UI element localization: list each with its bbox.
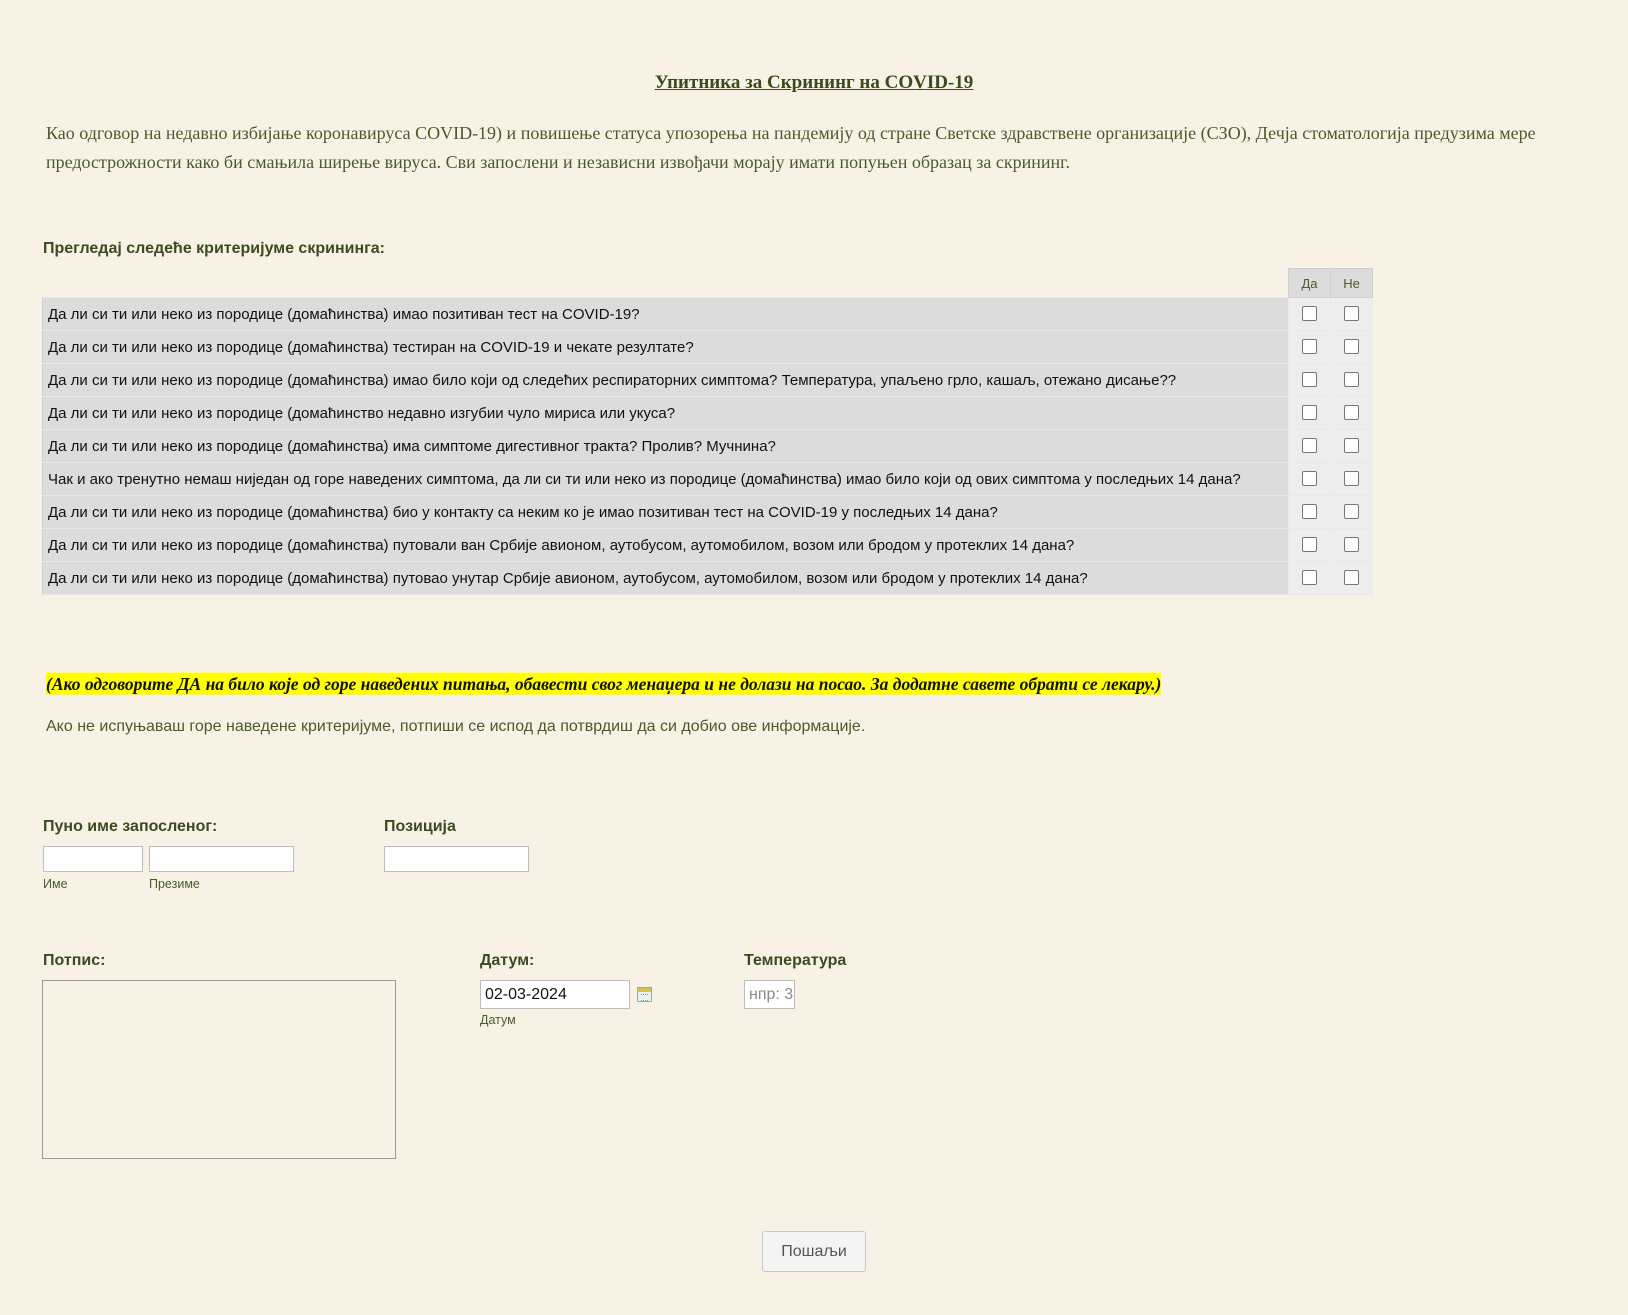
form-title: Упитника за Скрининг на COVID-19 <box>654 72 974 93</box>
question-row <box>43 364 1373 397</box>
last-name-sublabel: Презиме <box>149 877 200 891</box>
no-checkbox[interactable] <box>1344 339 1359 354</box>
yes-checkbox[interactable] <box>1302 339 1317 354</box>
date-input[interactable]: 02-03-2024 <box>480 980 630 1009</box>
position-label: Позиција <box>384 818 456 835</box>
question-row <box>43 529 1373 562</box>
yes-checkbox[interactable] <box>1302 471 1317 486</box>
question-text: Да ли си ти или неко из породице (домаћинства) тестиран на COVID-19 и чекате резултате? <box>43 331 1289 364</box>
question-row <box>43 397 1373 430</box>
no-checkbox[interactable] <box>1344 471 1359 486</box>
yes-checkbox[interactable] <box>1302 570 1317 585</box>
question-row <box>43 562 1373 595</box>
first-name-sublabel: Име <box>43 877 68 891</box>
column-no: Не <box>1331 269 1373 298</box>
date-label: Датум: <box>480 952 535 969</box>
yes-checkbox[interactable] <box>1302 405 1317 420</box>
question-row <box>43 463 1373 496</box>
no-checkbox[interactable] <box>1344 504 1359 519</box>
date-sublabel: Датум <box>480 1013 516 1027</box>
question-text: Да ли си ти или неко из породице (домаћинства) био у контакту са неким ко је имао позитиван тест на COVID-19 у последњих 14 дана? <box>43 496 1289 529</box>
question-text: Чак и ако тренутно немаш ниједан од горе наведених симптома, да ли си ти или неко из породице (домаћинства) имао било који од ових симптома у последњих 14 дана? <box>43 463 1289 496</box>
question-text: Да ли си ти или неко из породице (домаћинство недавно изгубии чуло мириса или укуса? <box>43 397 1289 430</box>
warning-notice: (Ако одговорите ДА на било које од горе наведених питања, обавести свог менаџера и не долази на посао. За додатне савете обрати се лекару.) <box>46 674 1162 694</box>
temperature-input[interactable]: нпр: 3 <box>744 980 795 1009</box>
question-row <box>43 430 1373 463</box>
submit-button[interactable]: Пошаљи <box>762 1231 866 1272</box>
question-row <box>43 331 1373 364</box>
screening-section-label: Прегледај следеће критеријуме скрининга: <box>43 240 385 257</box>
signature-label: Потпис: <box>43 952 106 969</box>
question-text: Да ли си ти или неко из породице (домаћинства) имао позитиван тест на COVID-19? <box>43 298 1289 331</box>
yes-checkbox[interactable] <box>1302 306 1317 321</box>
signature-pad[interactable] <box>42 980 396 1159</box>
no-checkbox[interactable] <box>1344 537 1359 552</box>
yes-checkbox[interactable] <box>1302 504 1317 519</box>
no-checkbox[interactable] <box>1344 570 1359 585</box>
column-yes: Да <box>1289 269 1331 298</box>
yes-checkbox[interactable] <box>1302 537 1317 552</box>
position-input[interactable] <box>384 846 529 872</box>
question-row <box>43 496 1373 529</box>
yes-checkbox[interactable] <box>1302 372 1317 387</box>
no-checkbox[interactable] <box>1344 306 1359 321</box>
screening-matrix <box>42 268 1373 595</box>
question-text: Да ли си ти или неко из породице (домаћинства) има симптоме дигестивног тракта? Пролив? Мучнина? <box>43 430 1289 463</box>
question-text: Да ли си ти или неко из породице (домаћинства) путовали ван Србије авионом, аутобусом, аутомобилом, возом или бродом у протеклих 14 дана? <box>43 529 1289 562</box>
temperature-label: Температура <box>744 952 847 969</box>
first-name-input[interactable] <box>43 846 143 872</box>
calendar-icon[interactable] <box>637 987 652 1002</box>
no-checkbox[interactable] <box>1344 405 1359 420</box>
no-checkbox[interactable] <box>1344 372 1359 387</box>
yes-checkbox[interactable] <box>1302 438 1317 453</box>
confirmation-note: Ако не испуњаваш горе наведене критеријуме, потпиши се испод да потврдиш да си добио ове информације. <box>46 718 866 735</box>
question-row <box>43 298 1373 331</box>
full-name-label: Пуно име запосленог: <box>43 818 218 835</box>
question-text: Да ли си ти или неко из породице (домаћинства) путовао унутар Србије авионом, аутобусом, аутомобилом, возом или бродом у протеклих 14 дана? <box>43 562 1289 595</box>
last-name-input[interactable] <box>149 846 294 872</box>
intro-paragraph: Као одговор на недавно избијање коронавируса COVID-19) и повишење статуса упозорења на пандемију од стране Светске здравствене организације (СЗО), Дечја стоматологија предузима мере предострожности како би смањила ширење вируса. Сви запослени и независни извођачи морају имати попуњен образац за скрининг. <box>46 123 1536 172</box>
no-checkbox[interactable] <box>1344 438 1359 453</box>
question-text: Да ли си ти или неко из породице (домаћинства) имао било који од следећих респираторних симптома? Температура, упаљено грло, кашаљ, отежано дисање?? <box>43 364 1289 397</box>
